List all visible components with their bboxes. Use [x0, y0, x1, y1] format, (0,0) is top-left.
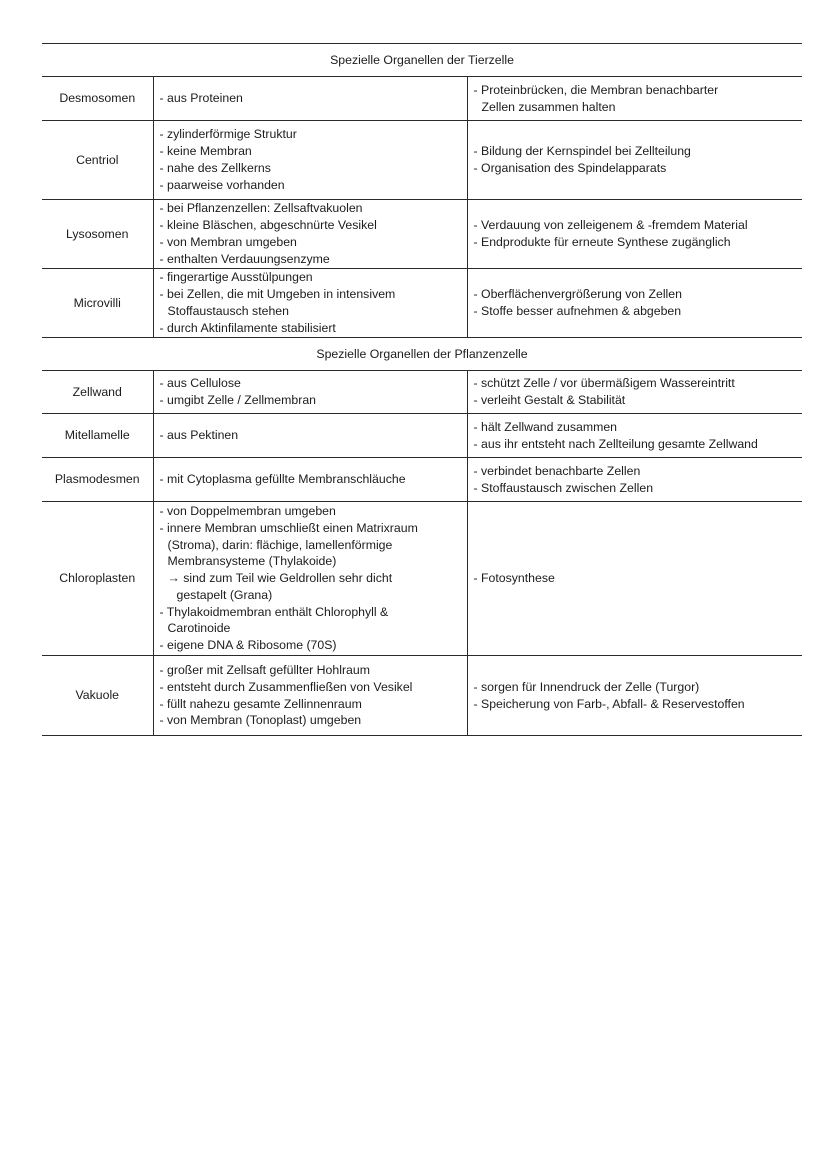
table-row-desmosomen [42, 77, 802, 121]
function-line: - Oberflächenvergrößerung von Zellen [473, 287, 682, 302]
property-line: - zylinderförmige Struktur [159, 127, 297, 142]
function-line: - Endprodukte für erneute Synthese zugänglich [473, 235, 731, 249]
table-row-plasmodesmen [42, 458, 802, 502]
table-row-centriol [42, 121, 802, 200]
function-line: - Organisation des Spindelapparats [473, 161, 667, 175]
property-line: - Thylakoidmembran enthält Chlorophyll & [159, 604, 389, 619]
property-line: - bei Pflanzenzellen: Zellsaftvakuolen [159, 201, 363, 216]
property-line: - nahe des Zellkerns [159, 161, 271, 175]
table-row-chloroplasten [42, 502, 802, 656]
property-line: - durch Aktinfilamente stabilisiert [159, 320, 336, 335]
function-line: - verleiht Gestalt & Stabilität [473, 393, 626, 407]
organelle-name: Desmosomen [42, 77, 153, 121]
organelle-name: Centriol [42, 121, 153, 200]
function-line: - Bildung der Kernspindel bei Zellteilung [473, 144, 691, 159]
property-line: Stoffaustausch stehen [167, 304, 289, 318]
function-line: - schützt Zelle / vor übermäßigem Wassereintritt [473, 376, 735, 391]
organelle-properties [153, 458, 467, 502]
organelle-function [467, 502, 802, 656]
property-line: - mit Cytoplasma gefüllte Membranschläuche [159, 472, 406, 487]
table-row-vakuole [42, 656, 802, 736]
organelle-properties [153, 77, 467, 121]
organelle-properties [153, 121, 467, 200]
function-line: - hält Zellwand zusammen [473, 419, 618, 434]
organelle-name: Zellwand [42, 371, 153, 414]
function-line: - Stoffaustausch zwischen Zellen [473, 480, 654, 495]
property-line: → sind zum Teil wie Geldrollen sehr dicht [167, 571, 393, 586]
function-line: - verbindet benachbarte Zellen [473, 463, 641, 478]
property-line: - eigene DNA & Ribosome (70S) [159, 638, 337, 653]
organelle-name: Chloroplasten [42, 502, 153, 656]
property-line: - fingerartige Ausstülpungen [159, 270, 313, 285]
organelle-name: Vakuole [42, 656, 153, 736]
section-title-animal-cell: Spezielle Organellen der Tierzelle [42, 44, 802, 77]
function-line: - Stoffe besser aufnehmen & abgeben [473, 304, 682, 318]
property-line: Carotinoide [167, 621, 231, 636]
organelle-properties [153, 371, 467, 414]
function-line: Zellen zusammen halten [481, 99, 616, 114]
table-row-lysosomen [42, 200, 802, 269]
organelles-table [42, 43, 802, 736]
organelle-function [467, 656, 802, 736]
section-header-row [42, 338, 802, 371]
organelle-function [467, 371, 802, 414]
property-line: - entsteht durch Zusammenfließen von Vesikel [159, 679, 413, 694]
property-line: - paarweise vorhanden [159, 177, 285, 192]
function-line: - Speicherung von Farb-, Abfall- & Reservestoffen [473, 696, 745, 711]
organelle-properties [153, 502, 467, 656]
organelle-properties [153, 269, 467, 338]
organelle-properties [153, 656, 467, 736]
organelle-function [467, 269, 802, 338]
property-line: gestapelt (Grana) [176, 587, 273, 602]
organelle-function [467, 200, 802, 269]
function-line: - Proteinbrücken, die Membran benachbarter [473, 82, 719, 97]
property-line: - aus Cellulose [159, 376, 241, 391]
property-line: Membransysteme (Thylakoide) [167, 554, 337, 569]
property-line: - enthalten Verdauungsenzyme [159, 251, 330, 266]
property-line: - von Membran (Tonoplast) umgeben [159, 713, 362, 728]
section-header-row [42, 44, 802, 77]
organelle-function [467, 458, 802, 502]
organelle-function [467, 77, 802, 121]
property-line: - großer mit Zellsaft gefüllter Hohlraum [159, 662, 370, 677]
organelle-name: Plasmodesmen [42, 458, 153, 502]
function-line: - aus ihr entsteht nach Zellteilung gesamte Zellwand [473, 436, 758, 451]
property-line: - von Membran umgeben [159, 235, 297, 249]
organelle-function [467, 414, 802, 458]
property-line: - bei Zellen, die mit Umgeben in intensivem [159, 287, 396, 302]
property-line: (Stroma), darin: flächige, lamellenförmige [167, 537, 393, 552]
organelle-function [467, 121, 802, 200]
property-line: - umgibt Zelle / Zellmembran [159, 393, 316, 407]
property-line: - von Doppelmembran umgeben [159, 503, 336, 518]
organelle-name: Microvilli [42, 269, 153, 338]
function-line: - Fotosynthese [473, 571, 555, 586]
function-line: - sorgen für Innendruck der Zelle (Turgor) [473, 679, 700, 694]
property-line: - aus Pektinen [159, 428, 239, 443]
property-line: - kleine Bläschen, abgeschnürte Vesikel [159, 218, 377, 233]
property-line: - keine Membran [159, 144, 252, 159]
property-line: - aus Proteinen [159, 91, 243, 106]
table-row-mitellamelle [42, 414, 802, 458]
table-row-zellwand [42, 371, 802, 414]
table-row-microvilli [42, 269, 802, 338]
organelle-properties [153, 200, 467, 269]
property-line: - innere Membran umschließt einen Matrixraum [159, 520, 418, 535]
function-line: - Verdauung von zelleigenem & -fremdem Material [473, 218, 748, 233]
organelle-name: Lysosomen [42, 200, 153, 269]
organelle-properties [153, 414, 467, 458]
organelle-name: Mitellamelle [42, 414, 153, 458]
property-line: - füllt nahezu gesamte Zellinnenraum [159, 696, 362, 711]
section-title-plant-cell: Spezielle Organellen der Pflanzenzelle [42, 338, 802, 371]
